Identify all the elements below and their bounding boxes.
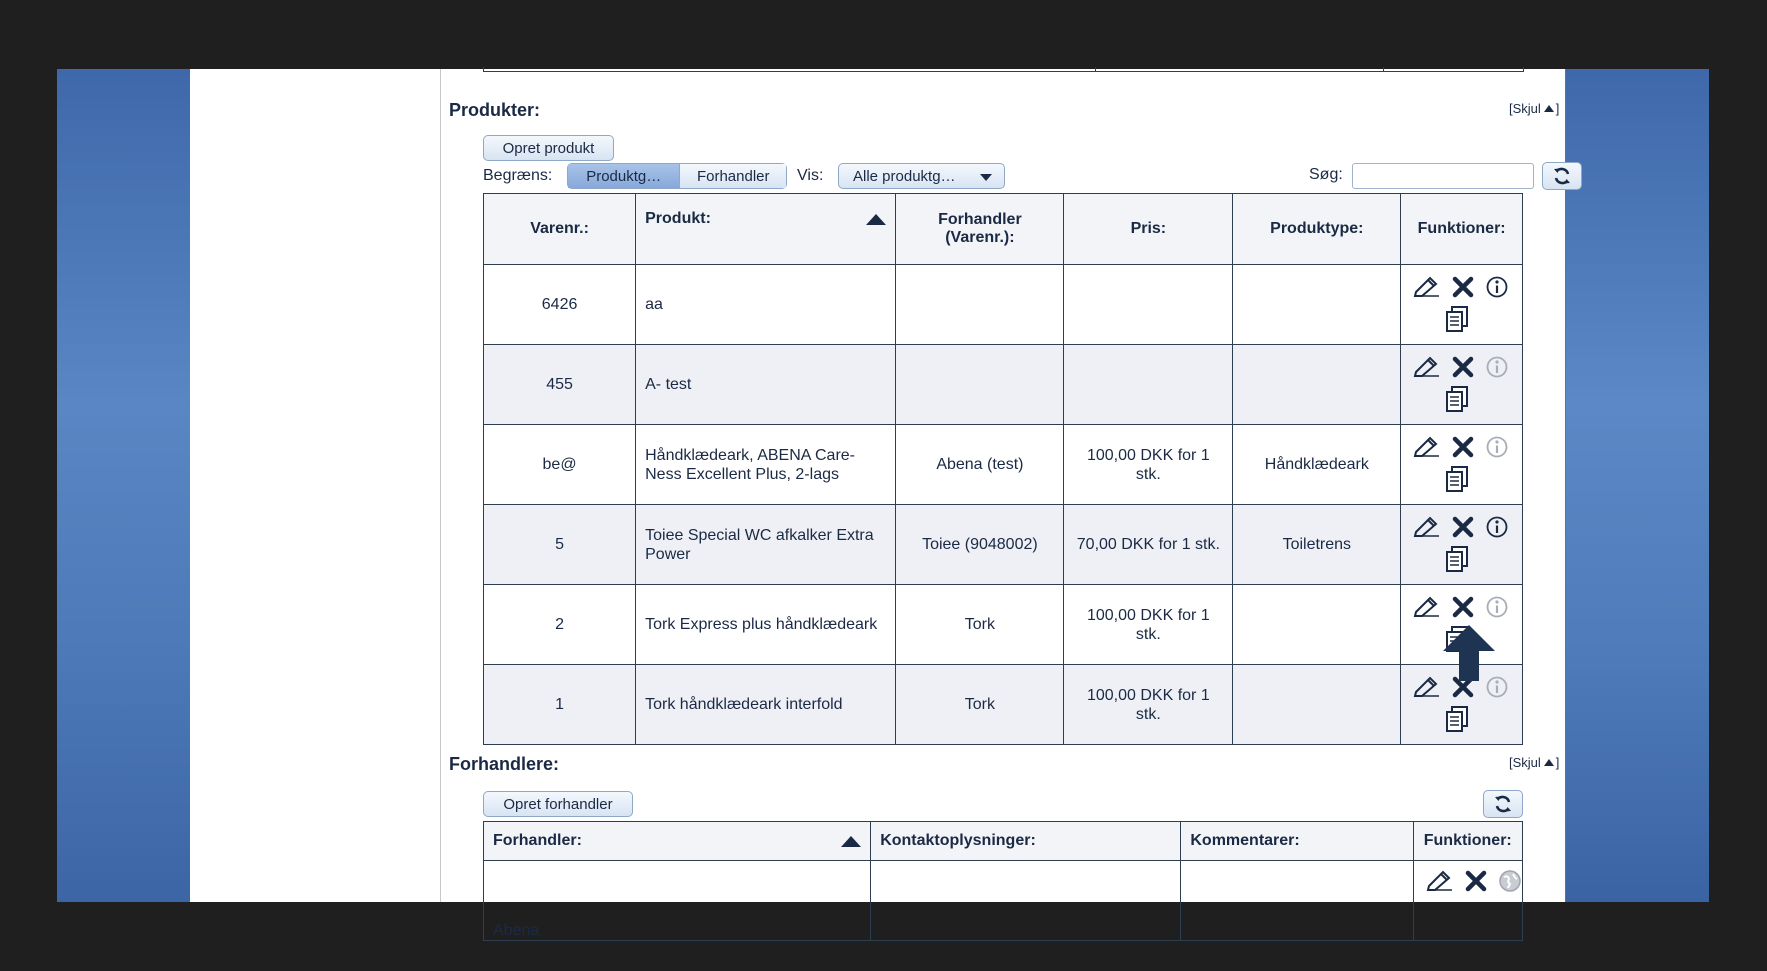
filter-tab-forhandler[interactable]: Forhandler — [680, 164, 786, 188]
cell-pris: 70,00 DKK for 1 stk. — [1064, 505, 1233, 585]
cell-produktype — [1233, 345, 1401, 425]
search-input[interactable] — [1352, 163, 1534, 189]
cell-forhandler — [896, 345, 1064, 425]
col-forhandler-label: Forhandler: — [493, 832, 582, 849]
col-funktioner: Funktioner: — [1401, 194, 1523, 265]
cell-pris — [1064, 265, 1233, 345]
col-pris[interactable]: Pris: — [1064, 194, 1233, 265]
cell-produkt: A- test — [636, 345, 896, 425]
copy-icon[interactable] — [1444, 305, 1470, 333]
cell-funktioner — [1413, 861, 1523, 941]
cell-varenr: 455 — [484, 345, 636, 425]
cell-kontakt — [871, 861, 1181, 941]
globe-icon[interactable] — [1498, 869, 1522, 893]
copy-icon[interactable] — [1444, 545, 1470, 573]
opret-forhandler-button[interactable]: Opret forhandler — [483, 791, 633, 817]
pointer-arrow-icon — [1443, 625, 1495, 681]
cell-produktype — [1233, 665, 1401, 745]
screen — [57, 69, 1709, 939]
chevron-down-icon — [980, 174, 992, 181]
delete-x-icon[interactable] — [1451, 595, 1475, 619]
edit-pencil-icon[interactable] — [1413, 355, 1441, 377]
info-icon[interactable] — [1485, 515, 1509, 539]
sort-ascending-icon — [866, 214, 886, 225]
table-row[interactable] — [484, 425, 1523, 505]
cell-funktioner — [1401, 505, 1523, 585]
cell-produkt: Tork håndklædeark interfold — [636, 665, 896, 745]
collapse-up-icon — [1544, 759, 1554, 766]
cell-produkt: Håndklædeark, ABENA Care-Ness Excellent Plus, 2-lags — [636, 425, 896, 505]
desktop-background-right — [1566, 69, 1709, 902]
cell-produktype — [1233, 265, 1401, 345]
table-row[interactable] — [484, 585, 1523, 665]
filter-segmented-control — [567, 163, 787, 189]
col-produkt[interactable] — [636, 194, 896, 265]
cell-funktioner — [1401, 265, 1523, 345]
col-forhandler[interactable] — [484, 822, 871, 861]
cell-produktype: Toiletrens — [1233, 505, 1401, 585]
cell-forhandler — [896, 265, 1064, 345]
delete-x-icon[interactable] — [1451, 435, 1475, 459]
col-varenr[interactable]: Varenr.: — [484, 194, 636, 265]
table-row[interactable] — [484, 505, 1523, 585]
delete-x-icon[interactable] — [1451, 275, 1475, 299]
skjul-label: [Skjul — [1509, 755, 1541, 770]
opret-produkt-button[interactable]: Opret produkt — [483, 135, 614, 161]
cell-forhandler: Tork — [896, 665, 1064, 745]
sort-ascending-icon — [841, 836, 861, 847]
col-kommentarer[interactable]: Kommentarer: — [1181, 822, 1413, 861]
cell-produktype — [1233, 585, 1401, 665]
info-icon[interactable] — [1485, 435, 1509, 459]
cell-varenr: be@ — [484, 425, 636, 505]
forhandlere-title: Forhandlere: — [449, 754, 560, 774]
cell-pris: 100,00 DKK for 1 stk. — [1064, 585, 1233, 665]
cell-funktioner — [1401, 425, 1523, 505]
cell-pris: 100,00 DKK for 1 stk. — [1064, 425, 1233, 505]
search-label: Søg: — [1309, 166, 1343, 183]
collapse-up-icon — [1544, 105, 1554, 112]
refresh-button[interactable] — [1483, 790, 1523, 818]
table-row[interactable] — [484, 665, 1523, 745]
col-kontaktoplysninger[interactable]: Kontaktoplysninger: — [871, 822, 1181, 861]
cell-forhandler: Abena — [484, 861, 871, 941]
edit-pencil-icon[interactable] — [1413, 595, 1441, 617]
info-icon[interactable] — [1485, 595, 1509, 619]
table-row[interactable] — [484, 265, 1523, 345]
desktop-background-left — [57, 69, 190, 902]
produkter-hide-link[interactable]: [Skjul ] — [1509, 101, 1560, 116]
cell-varenr: 6426 — [484, 265, 636, 345]
vis-label: Vis: — [797, 167, 824, 184]
refresh-button[interactable] — [1542, 162, 1582, 190]
delete-x-icon[interactable] — [1451, 515, 1475, 539]
vis-dropdown[interactable] — [838, 163, 1005, 189]
filter-tab-produktgruppe[interactable]: Produktg… — [568, 164, 680, 188]
edit-pencil-icon[interactable] — [1413, 515, 1441, 537]
table-row[interactable] — [484, 345, 1523, 425]
cell-varenr: 5 — [484, 505, 636, 585]
info-icon[interactable] — [1485, 355, 1509, 379]
col-forhandler[interactable]: Forhandler (Varenr.): — [896, 194, 1064, 265]
copy-icon[interactable] — [1444, 385, 1470, 413]
cell-forhandler: Tork — [896, 585, 1064, 665]
begraens-label: Begræns: — [483, 167, 553, 184]
cell-pris — [1064, 345, 1233, 425]
cell-varenr: 2 — [484, 585, 636, 665]
cell-varenr: 1 — [484, 665, 636, 745]
copy-icon[interactable] — [1444, 465, 1470, 493]
previous-table-bottom — [483, 67, 1524, 72]
cell-funktioner — [1401, 345, 1523, 425]
cell-produkt: Toiee Special WC afkalker Extra Power — [636, 505, 896, 585]
cell-forhandler: Toiee (9048002) — [896, 505, 1064, 585]
skjul-label: [Skjul — [1509, 101, 1541, 116]
cell-produkt: aa — [636, 265, 896, 345]
vis-dropdown-value: Alle produktg… — [853, 167, 956, 185]
col-funktioner: Funktioner: — [1413, 822, 1523, 861]
refresh-icon — [1552, 166, 1572, 186]
cell-produkt: Tork Express plus håndklædeark — [636, 585, 896, 665]
cell-kommentarer — [1181, 861, 1413, 941]
col-produktype[interactable]: Produktype: — [1233, 194, 1401, 265]
cell-produktype: Håndklædeark — [1233, 425, 1401, 505]
delete-x-icon[interactable] — [1451, 355, 1475, 379]
cell-forhandler: Abena (test) — [896, 425, 1064, 505]
refresh-icon — [1493, 794, 1513, 814]
cell-pris: 100,00 DKK for 1 stk. — [1064, 665, 1233, 745]
main-content — [441, 69, 1565, 939]
edit-pencil-icon[interactable] — [1426, 869, 1454, 891]
produkter-table — [483, 193, 1523, 745]
copy-icon[interactable] — [1444, 705, 1470, 733]
table-row[interactable] — [484, 861, 1523, 941]
info-icon[interactable] — [1485, 275, 1509, 299]
forhandlere-hide-link[interactable]: [Skjul ] — [1509, 755, 1560, 770]
produkter-title: Produkter: — [449, 100, 541, 120]
edit-pencil-icon[interactable] — [1413, 675, 1441, 697]
edit-pencil-icon[interactable] — [1413, 275, 1441, 297]
col-produkt-label: Produkt: — [645, 210, 711, 227]
table-header-row — [484, 194, 1523, 265]
delete-x-icon[interactable] — [1464, 869, 1488, 893]
left-blank-panel — [190, 69, 441, 902]
forhandlere-table — [483, 821, 1523, 941]
edit-pencil-icon[interactable] — [1413, 435, 1441, 457]
table-header-row — [484, 822, 1523, 861]
